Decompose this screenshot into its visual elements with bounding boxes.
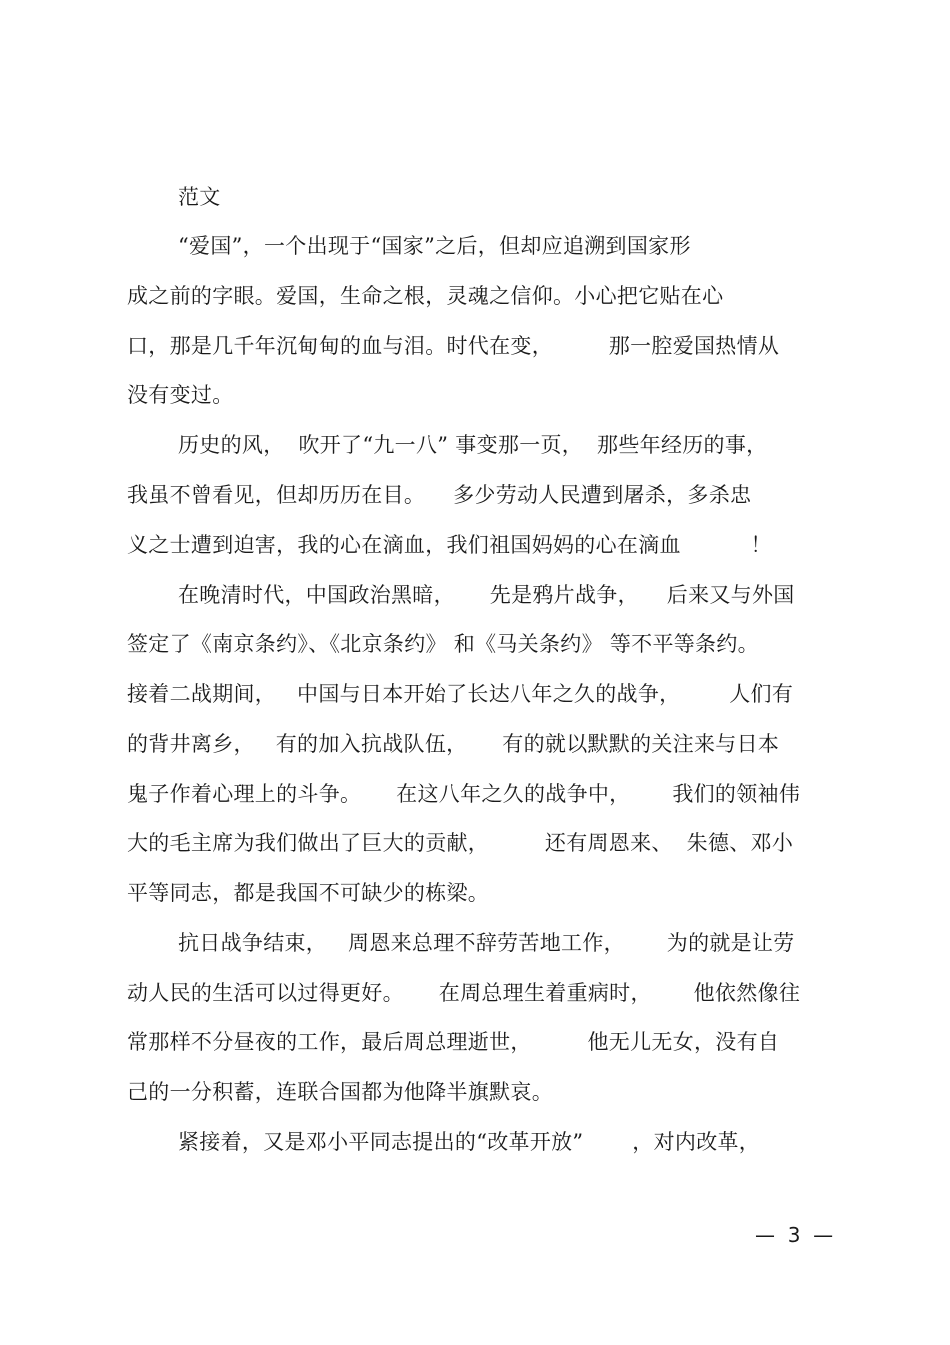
- section-heading: 范文: [178, 185, 221, 209]
- paragraph-line: 接着二战期间， 中国与日本开始了长达八年之久的战争， 人们有: [127, 682, 794, 706]
- paragraph-line: 紧接着，又是邓小平同志提出的“改革开放” ，对内改革，: [178, 1130, 761, 1154]
- paragraph-line: 大的毛主席为我们做出了巨大的贡献， 还有周恩来、 朱德、邓小: [127, 831, 794, 855]
- paragraph-line: 我虽不曾看见，但却历历在目。 多少劳动人民遭到屠杀，多杀忠: [127, 483, 752, 507]
- paragraph-line: 历史的风， 吹开了“九一八” 事变那一页， 那些年经历的事，: [178, 433, 768, 457]
- paragraph-line: 动人民的生活可以过得更好。 在周总理生着重病时， 他依然像往: [127, 981, 801, 1005]
- paragraph-line: 义之士遭到迫害，我的心在滴血，我们祖国妈妈的心在滴血 ！: [127, 533, 772, 557]
- paragraph-line: 签定了《南京条约》、《北京条约》 和《马关条约》 等不平等条约。: [127, 632, 759, 656]
- paragraph-line: 己的一分积蓄，连联合国都为他降半旗默哀。: [127, 1080, 553, 1104]
- paragraph-line: 没有变过。: [127, 383, 234, 407]
- paragraph-line: 常那样不分昼夜的工作，最后周总理逝世， 他无儿无女，没有自: [127, 1030, 780, 1054]
- paragraph-line: 成之前的字眼。爱国，生命之根，灵魂之信仰。小心把它贴在心: [127, 284, 724, 308]
- page-number: — 3 —: [755, 1223, 834, 1247]
- paragraph-line: 的背井离乡， 有的加入抗战队伍， 有的就以默默的关注来与日本: [127, 732, 780, 756]
- paragraph-line: 口，那是几千年沉甸甸的血与泪。时代在变， 那一腔爱国热情从: [127, 334, 780, 358]
- paragraph-line: “爱国”，一个出现于“国家”之后，但却应追溯到国家形: [178, 234, 691, 258]
- paragraph-line: 平等同志，都是我国不可缺少的栋梁。: [127, 881, 490, 905]
- paragraph-line: 抗日战争结束， 周恩来总理不辞劳苦地工作， 为的就是让劳: [178, 931, 795, 955]
- paragraph-line: 鬼子作着心理上的斗争。 在这八年之久的战争中， 我们的领袖伟: [127, 782, 801, 806]
- paragraph-line: 在晚清时代，中国政治黑暗， 先是鸦片战争， 后来又与外国: [178, 583, 795, 607]
